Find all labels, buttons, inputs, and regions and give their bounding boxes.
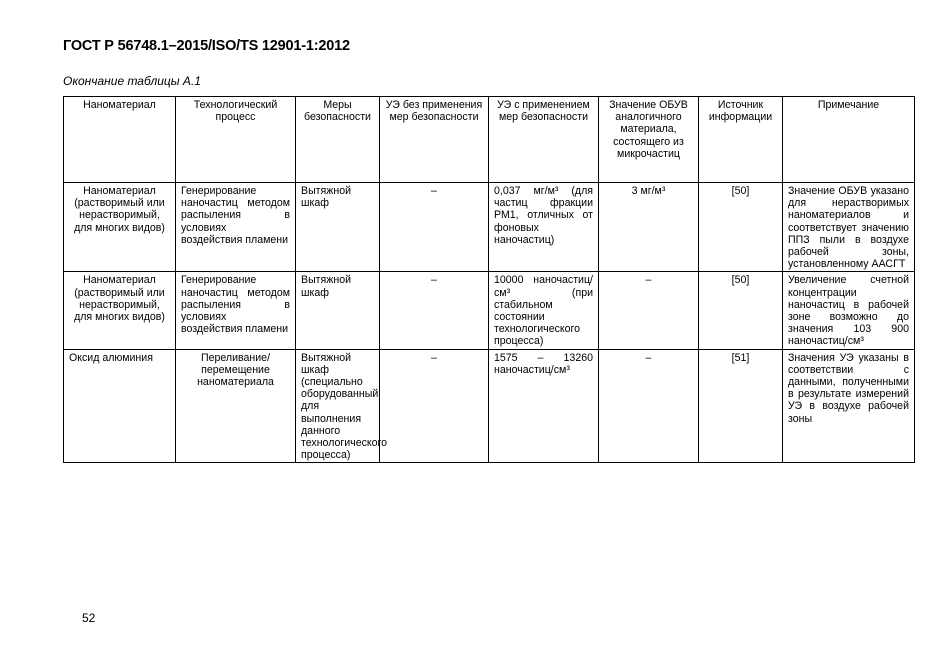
column-header-source: Источник информации bbox=[699, 97, 783, 183]
data-table bbox=[63, 96, 915, 463]
table-header-row bbox=[64, 97, 915, 183]
cell-oel: 3 мг/м³ bbox=[599, 183, 699, 272]
cell-exposure-without: – bbox=[380, 272, 489, 349]
cell-exposure-without: – bbox=[380, 183, 489, 272]
cell-oel: – bbox=[599, 272, 699, 349]
table-caption: Окончание таблицы А.1 bbox=[63, 74, 201, 88]
cell-source: [51] bbox=[699, 349, 783, 463]
cell-exposure-with: 0,037 мг/м³ (для частиц фракции РМ1, отличных от фоновых наночастиц) bbox=[489, 183, 599, 272]
cell-process: Генерирование наночастиц методом распыления в условиях воздействия пламени bbox=[176, 272, 296, 349]
cell-source: [50] bbox=[699, 272, 783, 349]
cell-oel: – bbox=[599, 349, 699, 463]
column-header-oel: Значение ОБУВ аналогичного материала, состоящего из микрочастиц bbox=[599, 97, 699, 183]
cell-measures: Вытяжной шкаф (специально оборудованный для выполнения данного технологического процесса) bbox=[296, 349, 380, 463]
cell-source: [50] bbox=[699, 183, 783, 272]
cell-exposure-with: 10000 наночастиц/см³ (при стабильном состоянии технологического процесса) bbox=[489, 272, 599, 349]
column-header-exposure-without: УЭ без применения мер безопасности bbox=[380, 97, 489, 183]
cell-material: Наноматериал (растворимый или нерастворимый, для многих видов) bbox=[64, 272, 176, 349]
column-header-material: Наноматериал bbox=[64, 97, 176, 183]
cell-note: Значения УЭ указаны в соответствии с данными, полученными в результате измерений УЭ в воздухе рабочей зоны bbox=[783, 349, 915, 463]
table-row bbox=[64, 183, 915, 272]
cell-exposure-without: – bbox=[380, 349, 489, 463]
cell-material: Наноматериал (растворимый или нерастворимый, для многих видов) bbox=[64, 183, 176, 272]
table-row bbox=[64, 272, 915, 349]
cell-note: Значение ОБУВ указано для нерастворимых наноматериалов и соответствует значению ППЗ пыли в воздухе рабочей зоны, установленному ААСГТ bbox=[783, 183, 915, 272]
cell-process: Генерирование наночастиц методом распыления в условиях воздействия пламени bbox=[176, 183, 296, 272]
column-header-note: Примечание bbox=[783, 97, 915, 183]
column-header-process: Технологический процесс bbox=[176, 97, 296, 183]
column-header-exposure-with: УЭ с применением мер безопасности bbox=[489, 97, 599, 183]
table-row bbox=[64, 349, 915, 463]
cell-process: Переливание/перемещение наноматериала bbox=[176, 349, 296, 463]
cell-exposure-with: 1575 – 13260 наночастиц/см³ bbox=[489, 349, 599, 463]
cell-note: Увеличение счетной концентрации наночастиц в рабочей зоне возможно до значения 103 900 наночастиц/см³ bbox=[783, 272, 915, 349]
cell-material: Оксид алюминия bbox=[64, 349, 176, 463]
cell-measures: Вытяжной шкаф bbox=[296, 183, 380, 272]
page-number: 52 bbox=[82, 611, 96, 625]
column-header-measures: Меры безопасности bbox=[296, 97, 380, 183]
cell-measures: Вытяжной шкаф bbox=[296, 272, 380, 349]
document-title: ГОСТ Р 56748.1–2015/ISO/TS 12901-1:2012 bbox=[63, 38, 350, 54]
